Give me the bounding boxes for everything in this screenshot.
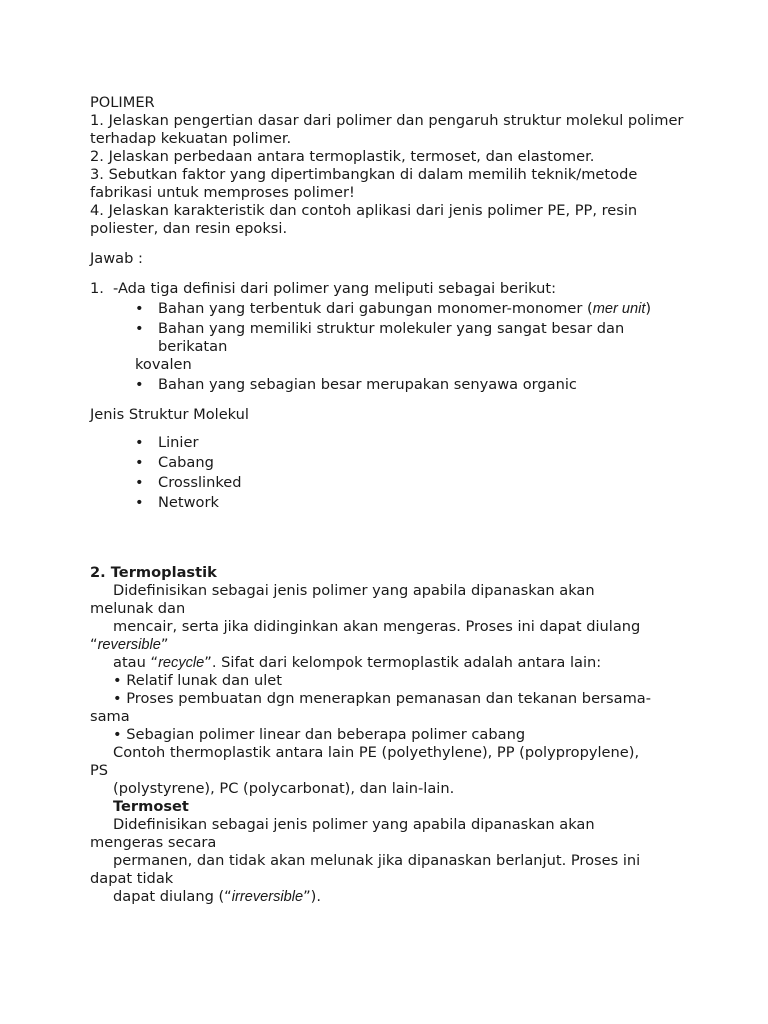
structure-heading: Jenis Struktur Molekul [90,406,249,423]
list-item: • Cabang [135,454,214,471]
question-3-line-2: fabrikasi untuk memproses polimer! [90,184,355,201]
question-4-line-2: poliester, dan resin epoksi. [90,220,288,237]
property-2-line-1: • Proses pembuatan dgn menerapkan pemanasan dan tekanan bersama- [113,690,652,707]
bullet-icon: • [135,434,144,451]
termoplastik-line-1: Didefinisikan sebagai jenis polimer yang apabila dipanaskan akan [113,582,595,599]
question-1-line-2: terhadap kekuatan polimer. [90,130,292,147]
question-3-line-1: 3. Sebutkan faktor yang dipertimbangkan di dalam memilih teknik/metode [90,166,638,183]
termoset-line-4: dapat tidak [90,870,174,887]
termoplastik-heading: 2. Termoplastik [90,564,217,581]
example-line-3: (polystyrene), PC (polycarbonat), dan lain-lain. [113,780,455,797]
bullet-icon: • [135,494,144,511]
definition-item-3: • Bahan yang sebagian besar merupakan senyawa organic [135,376,577,393]
list-item: • Linier [135,434,199,451]
answer-1-lead [90,280,690,298]
definition-item-2: • Bahan yang memiliki struktur molekuler yang sangat besar dan berikatan [135,320,625,355]
list-item: • Crosslinked [135,474,242,491]
definition-item-1: • Bahan yang terbentuk dari gabungan monomer-monomer (mer unit) [135,300,652,317]
question-4-line-1: 4. Jelaskan karakteristik dan contoh aplikasi dari jenis polimer PE, PP, resin [90,202,638,219]
bullet-icon: • [135,454,144,471]
example-line-2: PS [90,762,109,779]
definition-item-2-continuation: kovalen [135,356,192,373]
answer-1-lead-text: -Ada tiga definisi dari polimer yang meliputi sebagai berikut: [113,280,557,297]
termoset-line-3: permanen, dan tidak akan melunak jika dipanaskan berlanjut. Proses ini [113,852,641,869]
termoset-line-1: Didefinisikan sebagai jenis polimer yang apabila dipanaskan akan [113,816,595,833]
termoplastik-recycle-line: atau “recycle”. Sifat dari kelompok termoplastik adalah antara lain: [113,654,602,671]
property-3: • Sebagian polimer linear dan beberapa polimer cabang [113,726,526,743]
structure-list [90,434,690,512]
termoset-line-2: mengeras secara [90,834,217,851]
bullet-icon: • [135,474,144,491]
bullet-icon: • [135,376,144,393]
question-2: 2. Jelaskan perbedaan antara termoplastik, termoset, dan elastomer. [90,148,595,165]
property-1: • Relatif lunak dan ulet [113,672,282,689]
termoplastik-line-2: melunak dan [90,600,186,617]
answer-label: Jawab : [90,250,143,267]
answer-1-number: 1. [90,280,104,297]
property-2-line-2: sama [90,708,130,725]
termoset-line-5: dapat diulang (“irreversible”). [113,888,322,905]
list-item: • Network [135,494,219,511]
bullet-icon: • [135,300,144,317]
termoplastik-reversible: “reversible” [90,636,169,653]
termoplastik-line-3: mencair, serta jika didinginkan akan mengeras. Proses ini dapat diulang [113,618,641,635]
bullet-icon: • [135,320,144,337]
termoset-heading: Termoset [113,798,189,815]
example-line-1: Contoh thermoplastik antara lain PE (polyethylene), PP (polypropylene), [113,744,640,761]
document-page [90,94,690,906]
question-1-line-1: 1. Jelaskan pengertian dasar dari polimer dan pengaruh struktur molekul polimer [90,112,684,129]
document-title: POLIMER [90,94,155,111]
